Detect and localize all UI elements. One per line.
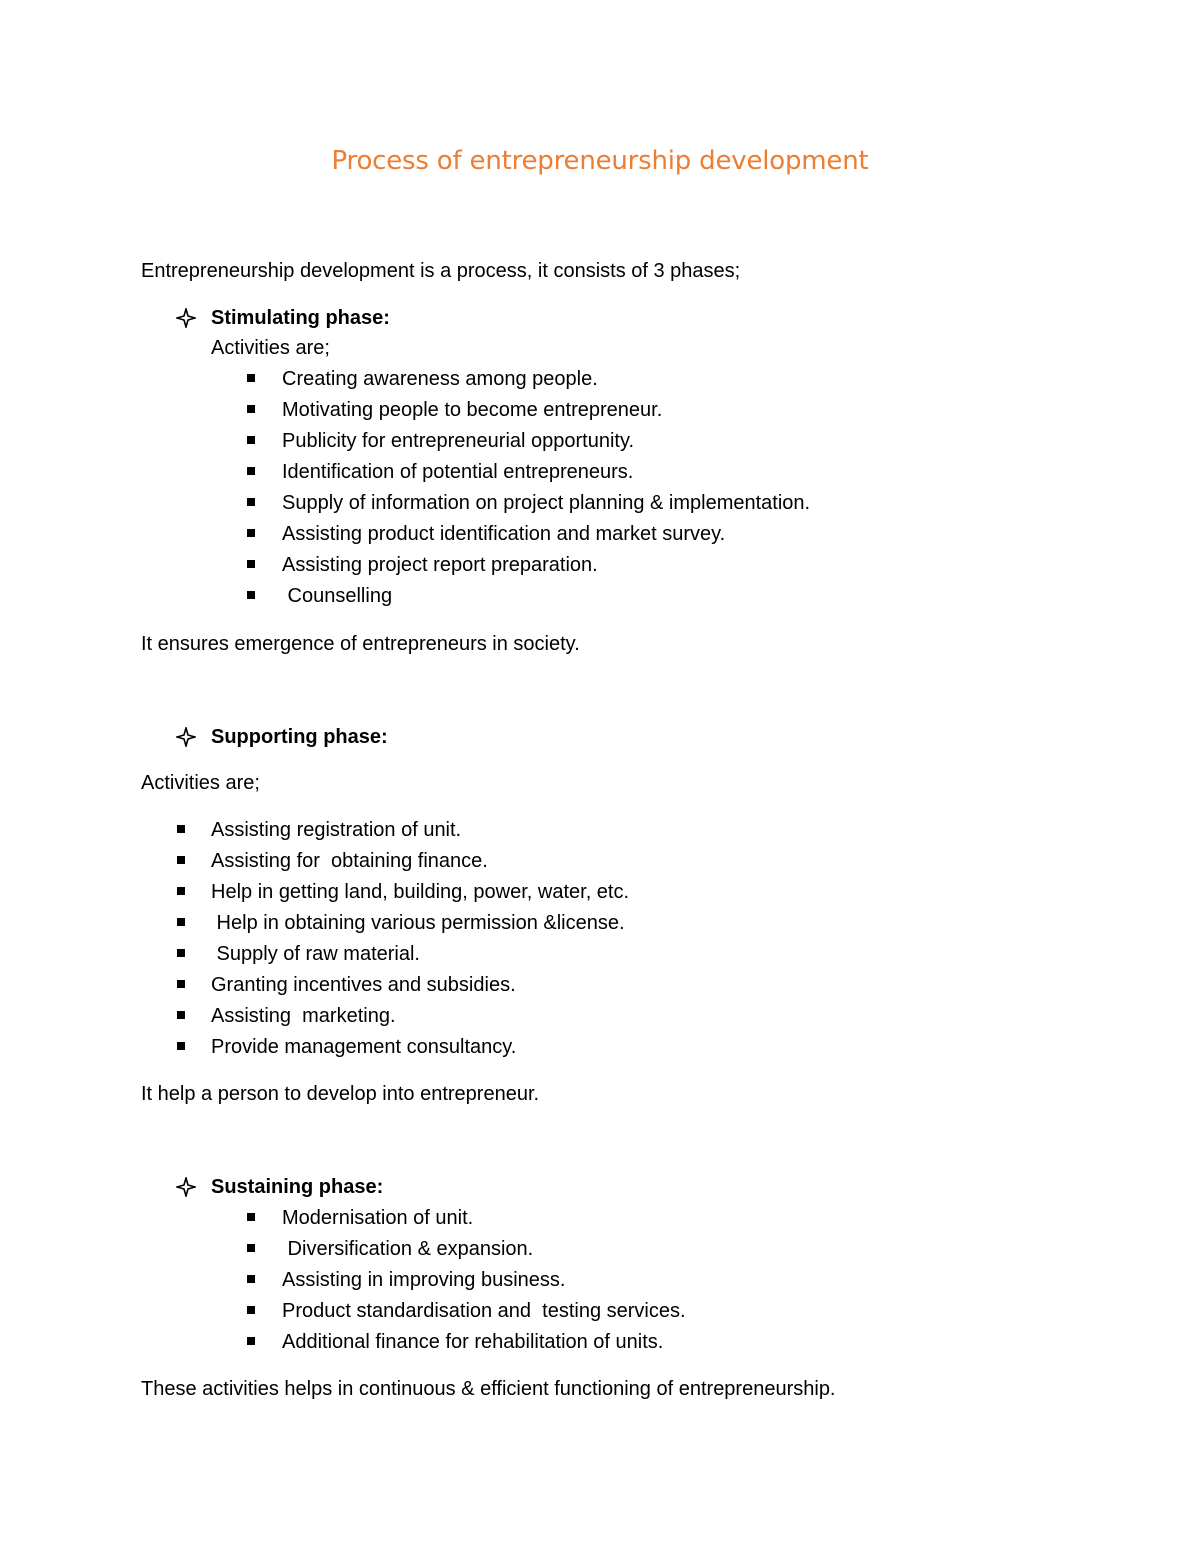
list-item: Help in getting land, building, power, water, etc. (211, 881, 630, 903)
square-bullet-icon (247, 560, 255, 568)
square-bullet-icon (177, 1042, 185, 1050)
list-item: Assisting project report preparation. (282, 554, 598, 576)
square-bullet-icon (247, 1306, 255, 1314)
activities-label: Activities are; (211, 337, 330, 359)
list-item: Diversification & expansion. (282, 1238, 534, 1260)
list-item: Product standardisation and testing services. (282, 1300, 686, 1322)
phase-summary: It ensures emergence of entrepreneurs in society. (141, 633, 580, 655)
phase-summary: It help a person to develop into entrepreneur. (141, 1083, 540, 1105)
square-bullet-icon (247, 591, 255, 599)
list-item: Help in obtaining various permission &license. (211, 912, 625, 934)
diamond-bullet-icon (176, 308, 196, 328)
square-bullet-icon (177, 887, 185, 895)
list-item: Additional finance for rehabilitation of units. (282, 1331, 664, 1353)
square-bullet-icon (247, 1275, 255, 1283)
square-bullet-icon (247, 405, 255, 413)
square-bullet-icon (177, 825, 185, 833)
list-item: Granting incentives and subsidies. (211, 974, 516, 996)
list-item: Assisting product identification and market survey. (282, 523, 726, 545)
square-bullet-icon (247, 1337, 255, 1345)
list-item: Supply of information on project planning & implementation. (282, 492, 811, 514)
document-title: Process of entrepreneurship development (331, 146, 869, 176)
square-bullet-icon (177, 918, 185, 926)
phase-heading-sustaining: Sustaining phase: (211, 1176, 384, 1198)
list-item: Motivating people to become entrepreneur. (282, 399, 663, 421)
square-bullet-icon (247, 1213, 255, 1221)
list-item: Identification of potential entrepreneurs. (282, 461, 634, 483)
square-bullet-icon (247, 529, 255, 537)
list-item: Supply of raw material. (211, 943, 420, 965)
list-item: Assisting marketing. (211, 1005, 396, 1027)
diamond-bullet-icon (176, 1177, 196, 1197)
list-item: Assisting registration of unit. (211, 819, 462, 841)
phase-heading-supporting: Supporting phase: (211, 726, 388, 748)
square-bullet-icon (177, 980, 185, 988)
square-bullet-icon (247, 498, 255, 506)
square-bullet-icon (247, 436, 255, 444)
list-item: Creating awareness among people. (282, 368, 598, 390)
square-bullet-icon (177, 856, 185, 864)
phase-summary: These activities helps in continuous & efficient functioning of entrepreneurship. (141, 1378, 836, 1400)
activities-label: Activities are; (141, 772, 260, 794)
list-item: Provide management consultancy. (211, 1036, 517, 1058)
square-bullet-icon (177, 949, 185, 957)
square-bullet-icon (247, 467, 255, 475)
list-item: Modernisation of unit. (282, 1207, 474, 1229)
list-item: Assisting in improving business. (282, 1269, 566, 1291)
list-item: Assisting for obtaining finance. (211, 850, 488, 872)
list-item: Publicity for entrepreneurial opportunity. (282, 430, 635, 452)
square-bullet-icon (177, 1011, 185, 1019)
intro-paragraph: Entrepreneurship development is a process, it consists of 3 phases; (141, 260, 741, 282)
phase-heading-stimulating: Stimulating phase: (211, 307, 390, 329)
square-bullet-icon (247, 374, 255, 382)
diamond-bullet-icon (176, 727, 196, 747)
square-bullet-icon (247, 1244, 255, 1252)
list-item: Counselling (282, 585, 393, 607)
